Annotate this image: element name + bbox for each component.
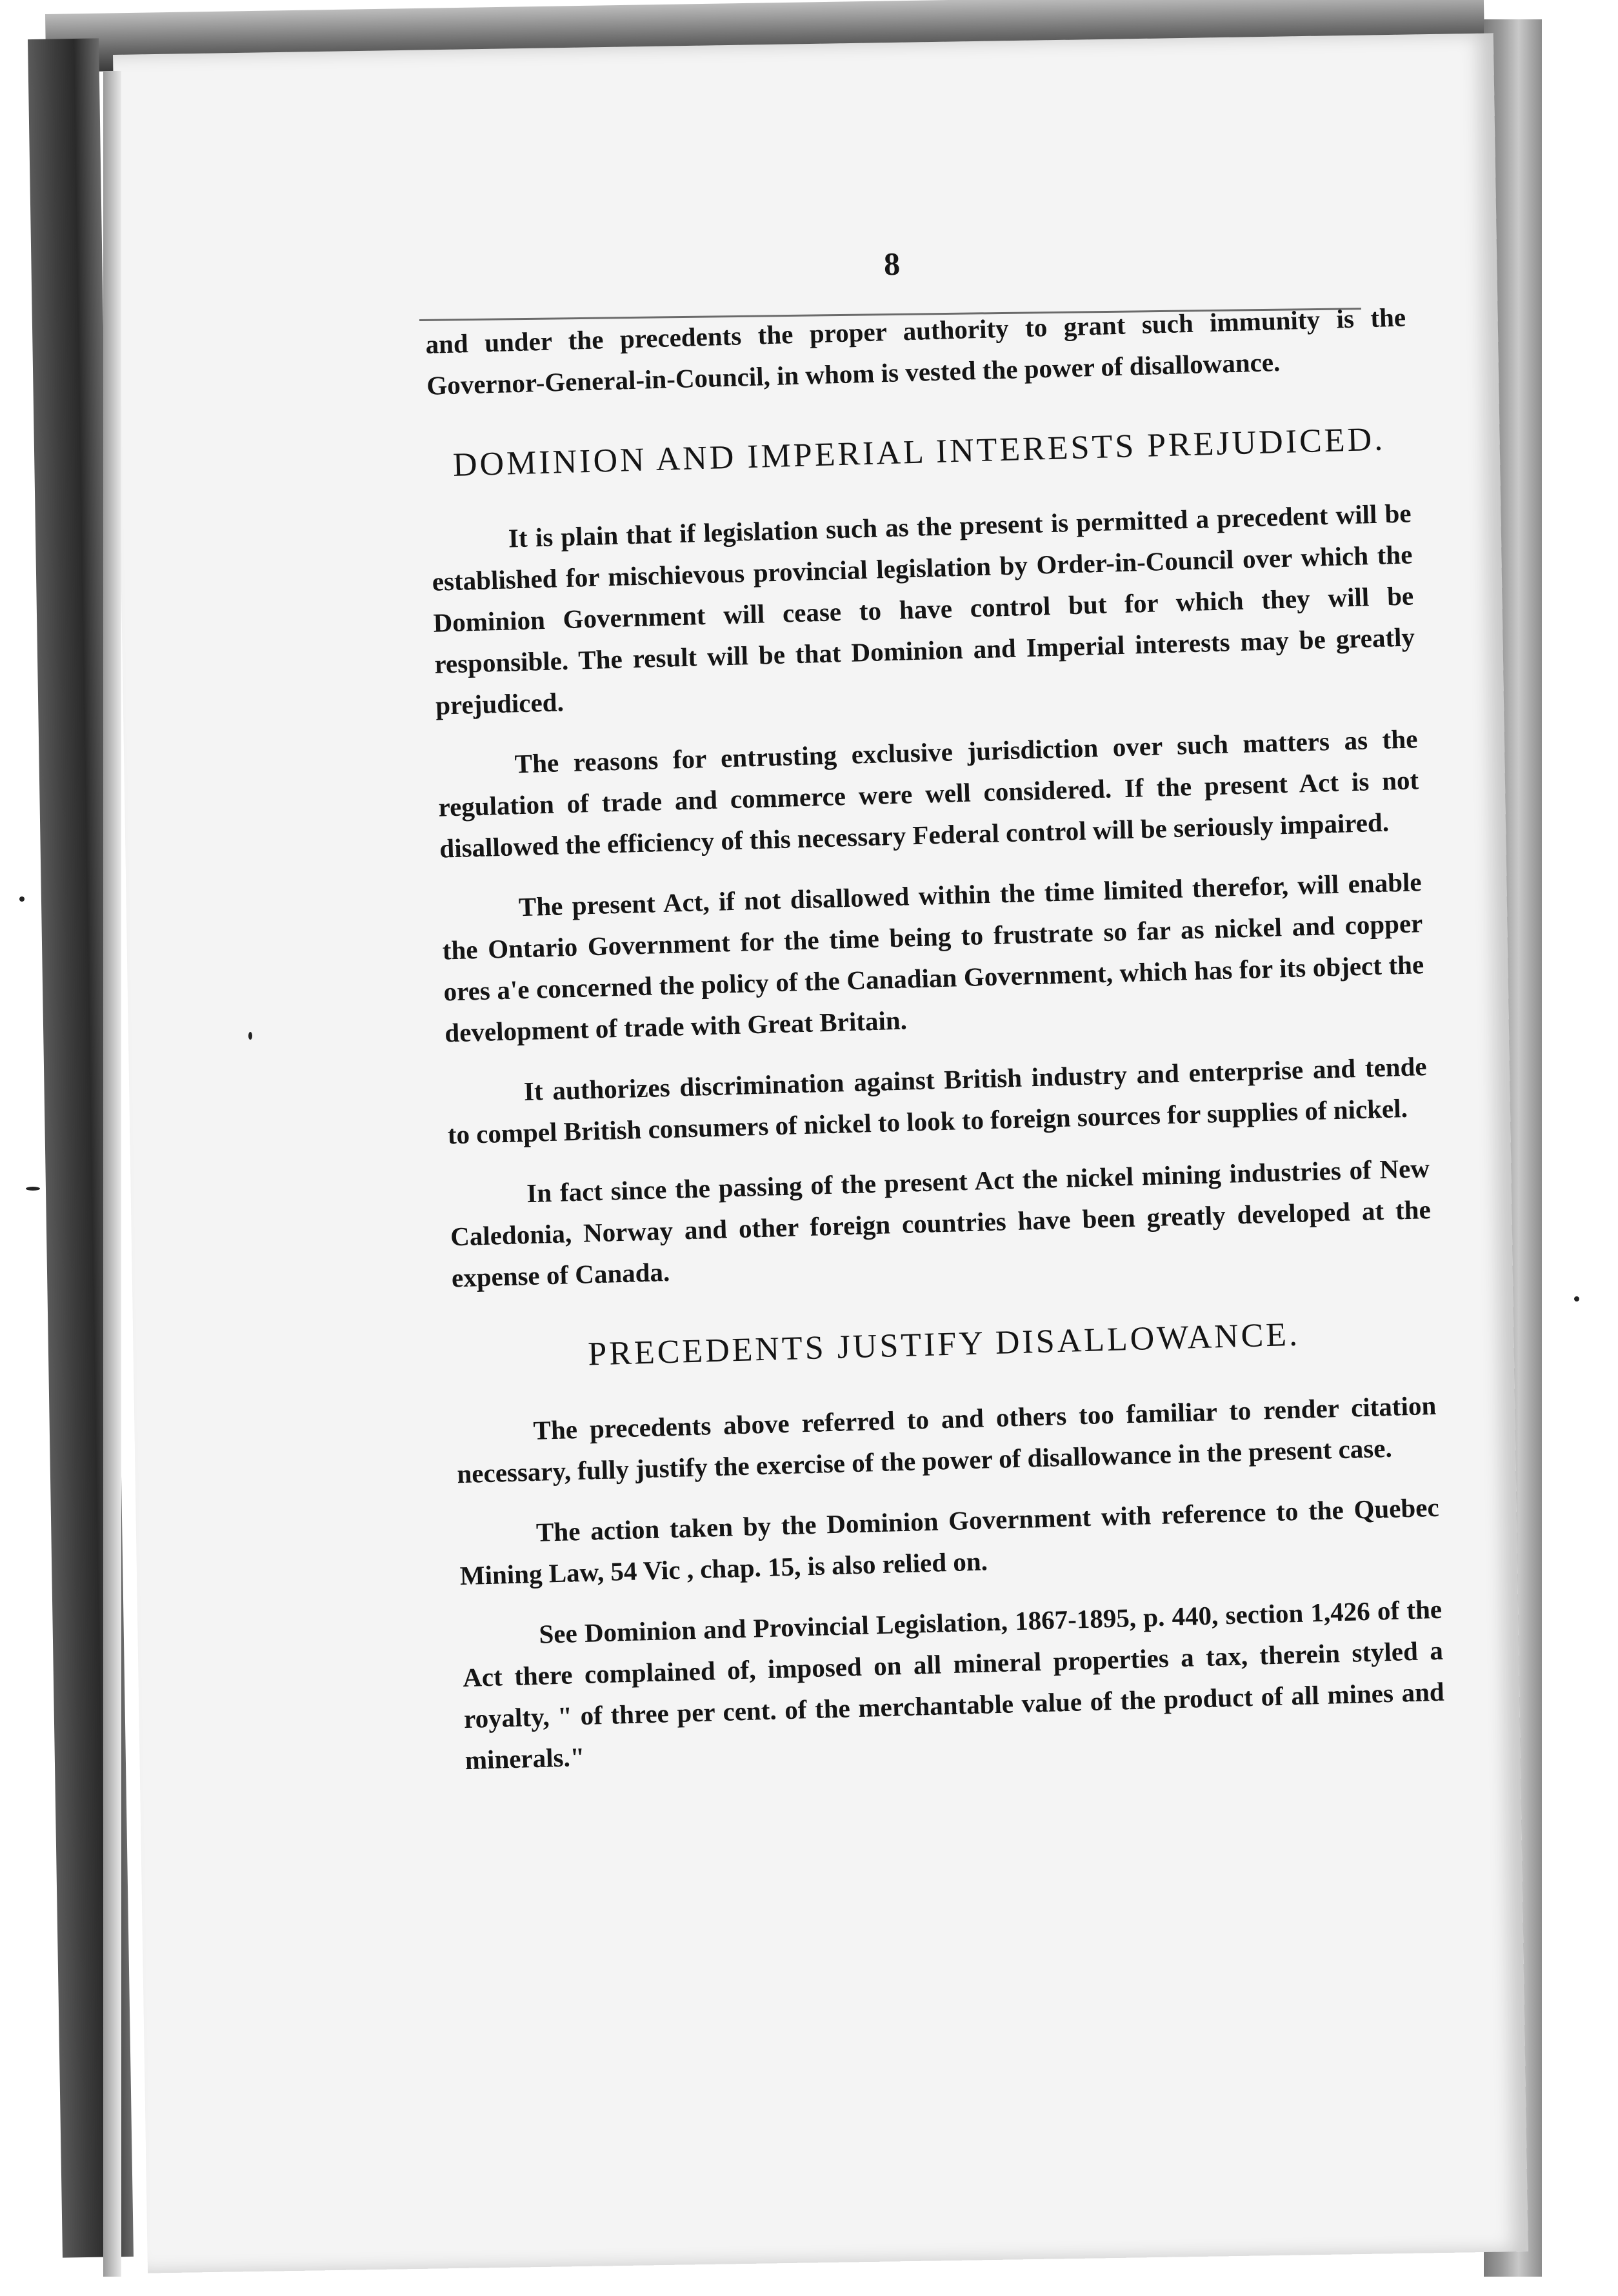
paragraph-precedents-justify: The precedents above referred to and others too familiar to render citation necessary, fully justify the exercise of the power of disallowance in the present case.: [456, 1390, 1437, 1489]
paragraph-legislation-precedent: It is plain that if legislation such as the present is permitted a precedent will be established for mischievous provincial legislation by Order-in-Council over which the Dominion Government will cease to have control but for which they will be responsible. The result will be that Dominion and Imperial interests may be greatly prejudiced.: [432, 498, 1415, 720]
scan-speck: [26, 1187, 40, 1191]
continuation-paragraph: and under the precedents the proper authority to grant such immunity is the Governor-General-in-Council, in whom is vested the power of disallowance.: [424, 302, 1406, 401]
paragraph-legislation-reference: See Dominion and Provincial Legislation, 1867-1895, p. 440, section 1,426 of the Act there complained of, imposed on all mineral properties a tax, therein styled a royalty, " of three per cent. of the merchantable value of the product of all mines and minerals.": [462, 1594, 1445, 1776]
paragraph-ontario-government: The present Act, if not disallowed within the time limited therefor, will enable the Ontario Government for the time being to frustrate so far as nickel and copper ores a'e concerned the policy of the Canadian Government, which has for its object the development of trade with Great Britain.: [442, 867, 1424, 1048]
paragraph-exclusive-jurisdiction: The reasons for entrusting exclusive jurisdiction over such matters as the regulation of trade and commerce were well considered. If the present Act is not disallowed the efficiency of this necessary Federal control will be seriously impaired.: [437, 724, 1419, 864]
page-body: [423, 212, 1446, 1800]
section-heading-precedents: PRECEDENTS JUSTIFY DISALLOWANCE.: [587, 1316, 1301, 1373]
paragraph-quebec-mining-law: The action taken by the Dominion Government with reference to the Quebec Mining Law, 54 Vic , chap. 15, is also relied on.: [459, 1492, 1440, 1591]
scan-margin-right: [1542, 0, 1618, 2296]
scan-speck: [19, 896, 25, 902]
page-gutter-shadow: [103, 71, 121, 2277]
scan-speck: [248, 1032, 252, 1040]
page-number: 8: [883, 245, 901, 282]
paragraph-foreign-industries: In fact since the passing of the present Act the nickel mining industries of New Caledonia, Norway and other foreign countries have been greatly developed at the expense of Canada.: [450, 1153, 1432, 1293]
scan-speck: [1574, 1296, 1579, 1301]
section-heading-dominion-imperial: DOMINION AND IMPERIAL INTERESTS PREJUDICED.: [452, 421, 1386, 484]
paragraph-discrimination: It authorizes discrimination against British industry and enterprise and tende to compel British consumers of nickel to look to foreign sources for supplies of nickel.: [447, 1051, 1428, 1150]
